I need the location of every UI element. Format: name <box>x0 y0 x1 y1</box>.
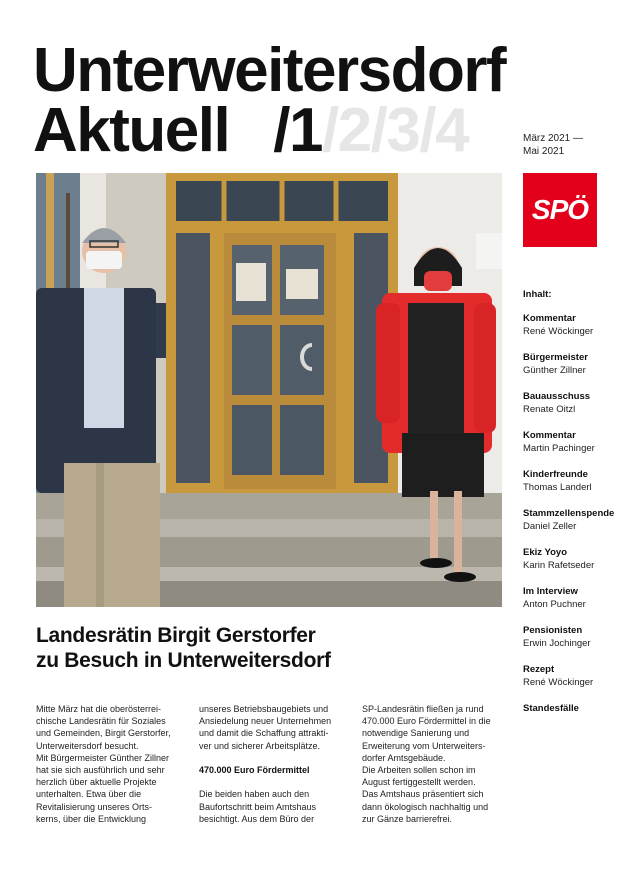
toc-item-category: Rezept <box>523 664 555 675</box>
toc-item[interactable] <box>523 391 633 430</box>
article-text-line: Unterweitersdorf besucht. <box>36 740 139 751</box>
toc-item-author: Karin Rafetseder <box>523 560 595 571</box>
toc-item[interactable] <box>523 547 633 586</box>
masthead-subtitle: Aktuell <box>33 96 230 165</box>
article-text-line: 470.000 Euro Fördermittel in die <box>362 716 491 727</box>
article-column-2 <box>199 703 349 825</box>
toc-item-category: Ekiz Yoyo <box>523 547 567 558</box>
spoe-logo-text: SPÖ <box>531 194 589 225</box>
article-text-line: unseres Betriebsbaugebiets und <box>199 704 329 714</box>
article-text-line: hat sie sich ausführlich und sehr <box>36 765 165 776</box>
toc-item-category: Pensionisten <box>523 625 583 636</box>
toc-item-author: Anton Puchner <box>523 599 586 610</box>
issue-date-line-1: März 2021 — <box>523 133 584 144</box>
table-of-contents <box>523 313 633 742</box>
article-text-line: Baufortschritt beim Amtshaus <box>199 801 317 812</box>
article-subheading: 470.000 Euro Fördermittel <box>199 765 310 775</box>
article-text-line: Revitalisierung unseres Orts- <box>36 801 153 812</box>
article-text-line: dann ökologisch nachhaltig und <box>362 801 489 812</box>
toc-item-category: Bürgermeister <box>523 352 588 363</box>
toc-item-author: Renate Oitzl <box>523 404 576 415</box>
article-text-line: ver und sicherer Arbeitsplätze. <box>199 740 321 751</box>
toc-item[interactable] <box>523 430 633 469</box>
toc-item-author: Erwin Jochinger <box>523 638 591 649</box>
article-column-1 <box>36 703 186 825</box>
article-text-line: Die beiden haben auch den <box>199 789 310 800</box>
article-text-line: herzlich über aktuelle Projekte <box>36 777 157 788</box>
issue-numbers-inactive: /2/3/4 <box>321 96 469 165</box>
article-text-line: Ansiedelung neuer Unternehmen <box>199 716 332 727</box>
article-text-line: Erweiterung vom Unterweiters- <box>362 740 486 751</box>
toc-item-category: Bauausschuss <box>523 391 591 402</box>
article-text-line: und damit die Schaffung attrakti- <box>199 728 329 739</box>
article-text-line: dorfer Amtsgebäude. <box>362 752 446 763</box>
article-column-3 <box>362 703 512 825</box>
toc-item-author: Daniel Zeller <box>523 521 577 532</box>
toc-item-author: Günther Zillner <box>523 365 586 376</box>
article-headline-line: zu Besuch in Unterweitersdorf <box>36 649 331 672</box>
toc-item[interactable] <box>523 352 633 391</box>
toc-title: Inhalt: <box>523 289 552 300</box>
article-text-line: SP-Landesrätin fließen ja rund <box>362 704 484 714</box>
spoe-logo <box>523 173 597 247</box>
spacer <box>199 752 349 764</box>
toc-item[interactable] <box>523 664 633 703</box>
toc-item-author: René Wöckinger <box>523 326 594 337</box>
toc-item[interactable] <box>523 625 633 664</box>
masthead-title: Unterweitersdorf <box>33 36 506 105</box>
toc-item[interactable] <box>523 508 633 547</box>
toc-item[interactable] <box>523 313 633 352</box>
article-text-line: und Gemeinden, Birgit Gerstorfer, <box>36 728 171 739</box>
article-text-line: unterhalten. Etwa über die <box>36 789 142 800</box>
article-text-line: besichtigt. Aus dem Büro der <box>199 813 315 824</box>
article-text-line: zur Gänze barrierefrei. <box>362 813 453 824</box>
toc-item-author: Thomas Landerl <box>523 482 592 493</box>
article-text-line: chische Landesrätin für Soziales <box>36 716 166 727</box>
toc-item-category: Kinderfreunde <box>523 469 588 480</box>
article-text-line: notwendige Sanierung und <box>362 728 470 739</box>
article-text-line: August fertiggestellt werden. <box>362 777 476 788</box>
article-text-line: Mit Bürgermeister Günther Zillner <box>36 752 170 763</box>
article-headline <box>36 623 331 673</box>
issue-number-active: /1 <box>273 96 322 165</box>
toc-item-category: Standesfälle <box>523 703 579 714</box>
toc-item-author: Martin Pachinger <box>523 443 595 454</box>
cover-photo <box>36 173 502 607</box>
toc-item[interactable] <box>523 586 633 625</box>
toc-item[interactable] <box>523 469 633 508</box>
masthead-subtitle-row <box>33 96 469 165</box>
article-text-line: kerns, über die Entwicklung <box>36 813 147 824</box>
toc-item[interactable] <box>523 703 633 742</box>
toc-item-author: René Wöckinger <box>523 677 594 688</box>
toc-item-category: Stammzellenspende <box>523 508 615 519</box>
issue-date-line-2: Mai 2021 <box>523 146 565 157</box>
article-text-line: Die Arbeiten sollen schon im <box>362 765 476 776</box>
article-headline-line: Landesrätin Birgit Gerstorfer <box>36 624 316 647</box>
article-text-line: Das Amtshaus präsentiert sich <box>362 789 484 800</box>
spacer <box>199 776 349 788</box>
toc-item-category: Kommentar <box>523 313 576 324</box>
toc-item-category: Im Interview <box>523 586 578 597</box>
toc-item-category: Kommentar <box>523 430 576 441</box>
article-text-line: Mitte März hat die oberösterrei- <box>36 704 162 714</box>
